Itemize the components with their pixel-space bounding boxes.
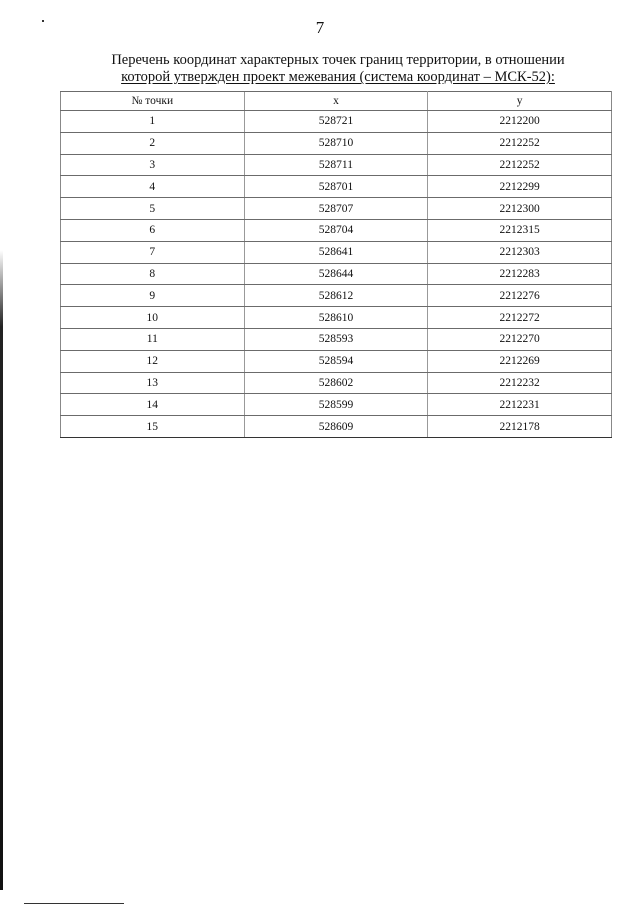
- header-x: x: [244, 92, 428, 111]
- footnote-separator: [24, 903, 124, 904]
- header-y: y: [428, 92, 612, 111]
- cell-point-number: 8: [61, 263, 245, 285]
- cell-x: 528641: [244, 241, 428, 263]
- cell-x: 528701: [244, 176, 428, 198]
- cell-x: 528710: [244, 132, 428, 154]
- page-number: 7: [315, 18, 325, 37]
- cell-x: 528707: [244, 198, 428, 220]
- table-row: [61, 328, 612, 350]
- cell-point-number: 7: [61, 241, 245, 263]
- cell-y: 2212232: [428, 372, 612, 394]
- coordinates-table: [60, 91, 612, 438]
- cell-point-number: 12: [61, 350, 245, 372]
- header-point-number: № точки: [61, 92, 245, 111]
- table-row: [61, 394, 612, 416]
- cell-y: 2212283: [428, 263, 612, 285]
- cell-y: 2212276: [428, 285, 612, 307]
- cell-point-number: 4: [61, 176, 245, 198]
- cell-y: 2212269: [428, 350, 612, 372]
- cell-point-number: 13: [61, 372, 245, 394]
- cell-point-number: 15: [61, 416, 245, 438]
- table-row: [61, 132, 612, 154]
- title-line-1: Перечень координат характерных точек границ территории, в отношении: [111, 52, 565, 68]
- cell-point-number: 5: [61, 198, 245, 220]
- table-row: [61, 111, 612, 133]
- cell-point-number: 14: [61, 394, 245, 416]
- cell-x: 528711: [244, 154, 428, 176]
- cell-x: 528644: [244, 263, 428, 285]
- title-line-2: которой утвержден проект межевания (система координат – МСК-52):: [121, 69, 555, 85]
- table-row: [61, 219, 612, 241]
- cell-y: 2212299: [428, 176, 612, 198]
- table-header-row: [61, 92, 612, 111]
- cell-x: 528704: [244, 219, 428, 241]
- cell-y: 2212300: [428, 198, 612, 220]
- cell-y: 2212252: [428, 154, 612, 176]
- table-row: [61, 307, 612, 329]
- cell-point-number: 2: [61, 132, 245, 154]
- cell-point-number: 10: [61, 307, 245, 329]
- cell-y: 2212270: [428, 328, 612, 350]
- table-row: [61, 176, 612, 198]
- cell-x: 528609: [244, 416, 428, 438]
- cell-y: 2212303: [428, 241, 612, 263]
- table-row: [61, 154, 612, 176]
- cell-x: 528593: [244, 328, 428, 350]
- cell-point-number: 11: [61, 328, 245, 350]
- cell-y: 2212231: [428, 394, 612, 416]
- table-row: [61, 416, 612, 438]
- cell-point-number: 1: [61, 111, 245, 133]
- cell-x: 528594: [244, 350, 428, 372]
- cell-y: 2212315: [428, 219, 612, 241]
- table-row: [61, 198, 612, 220]
- cell-x: 528599: [244, 394, 428, 416]
- cell-x: 528612: [244, 285, 428, 307]
- cell-point-number: 9: [61, 285, 245, 307]
- cell-point-number: 3: [61, 154, 245, 176]
- cell-y: 2212272: [428, 307, 612, 329]
- table-row: [61, 241, 612, 263]
- cell-y: 2212252: [428, 132, 612, 154]
- cell-y: 2212200: [428, 111, 612, 133]
- table-row: [61, 285, 612, 307]
- cell-x: 528610: [244, 307, 428, 329]
- scan-edge-shadow: [0, 250, 3, 890]
- cell-point-number: 6: [61, 219, 245, 241]
- cell-y: 2212178: [428, 416, 612, 438]
- cell-x: 528602: [244, 372, 428, 394]
- document-title: [60, 52, 616, 86]
- table-row: [61, 263, 612, 285]
- cell-x: 528721: [244, 111, 428, 133]
- table-row: [61, 350, 612, 372]
- table-row: [61, 372, 612, 394]
